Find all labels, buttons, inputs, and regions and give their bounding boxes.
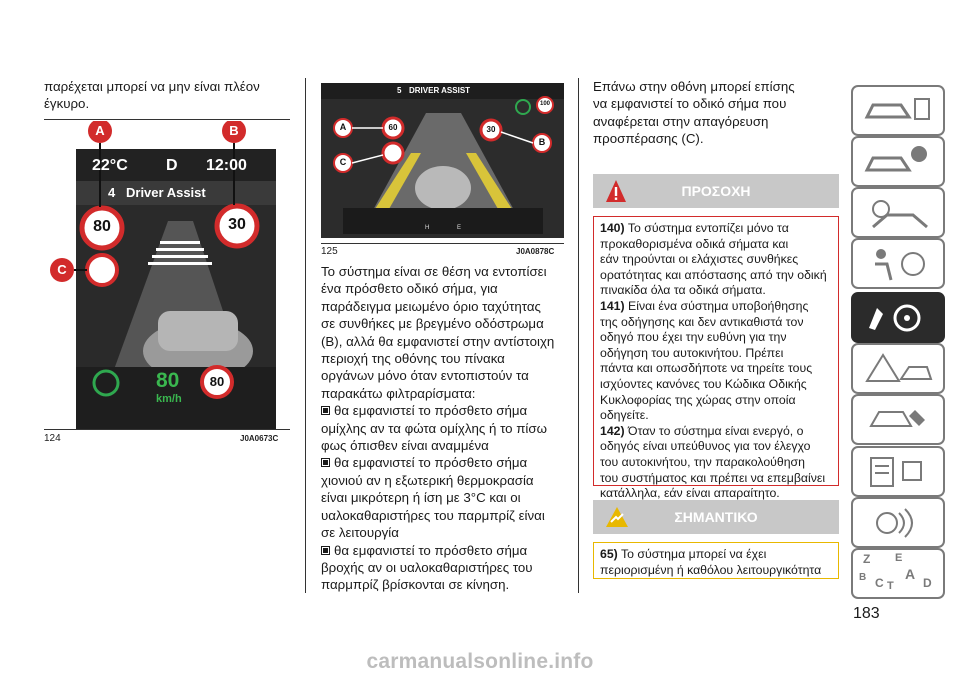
index-letter: Z [863, 552, 871, 566]
menu-title: DRIVER ASSIST [409, 86, 471, 95]
warning-text: Κυκλοφορίας της χώρας στην οποία [600, 392, 796, 407]
tab-technical-data[interactable] [851, 446, 945, 497]
bullet-text: σε λειτουργία [321, 525, 399, 541]
clock-readout: 12:00 [206, 157, 247, 174]
menu-number: 5 [397, 86, 402, 95]
warning-item [600, 299, 832, 315]
car-info-icon [853, 138, 943, 185]
warning-text: εάν τηρούνται οι ελάχιστες συνθήκες [600, 252, 799, 267]
bullet-text: υαλοκαθαριστήρες του παρμπρίζ είναι [321, 507, 545, 523]
warning-text: της οδήγησης και δεν αντικαθιστά τον [600, 314, 804, 329]
warning-text: ορατότητας και απόστασης από την οδική [600, 267, 827, 282]
sign-top: 100 [539, 101, 550, 107]
warning-text: Το σύστημα εντοπίζει μόνο τα [627, 221, 789, 235]
warning-text: πινακίδα όλα τα οδικά σήματα. [600, 283, 766, 298]
gauge-left-label: H [425, 225, 430, 231]
body-line: παράδειγμα μειωμένο όριο ταχύτητας [321, 298, 541, 314]
lights-icon [853, 189, 943, 236]
bullet-text: θα εμφανιστεί το πρόσθετο σήμα [334, 455, 528, 471]
warning-title: ΠΡΟΣΟΧΗ [681, 183, 751, 199]
index-letter: E [895, 552, 903, 564]
warning-item-number: 141) [600, 298, 625, 313]
warning-item [600, 221, 832, 237]
tab-index[interactable] [851, 548, 945, 599]
sign-speed-left: 80 [93, 218, 111, 235]
temperature-readout: 22°C [92, 157, 128, 174]
index-letter: D [923, 576, 932, 590]
bullet-text: θα εμφανιστεί το πρόσθετο σήμα [334, 542, 528, 558]
checkbox-bullet-icon [321, 406, 331, 416]
speed-unit: km/h [156, 393, 182, 405]
speed-sign-bottom: 80 [209, 374, 225, 389]
sign-speed-right: 30 [228, 216, 246, 233]
label-c: C [57, 262, 67, 277]
index-letter: B [859, 572, 867, 583]
warning-text: προκαθορισμένα οδικά σήματα και [600, 236, 789, 251]
maintenance-icon [853, 396, 943, 443]
bullet-text: θα εμφανιστεί το πρόσθετο σήμα [334, 403, 528, 419]
intro-line: παρέχεται μπορεί να μην είναι πλέον [44, 79, 260, 94]
bullet-text: χιονιού αν η εξωτερική θερμοκρασία [321, 472, 534, 488]
left-intro [44, 78, 294, 113]
caption-rule [44, 429, 290, 430]
figure-125-cluster [321, 83, 564, 238]
warning-text: οδήγηση του αυτοκινήτου. Πρέπει [600, 345, 784, 360]
important-item [600, 547, 832, 563]
body-line: ένα πρόσθετο οδικό σήμα, για [321, 281, 498, 297]
bullet-text: φως όπισθεν είναι αναμμένα [321, 438, 489, 454]
bullet-line [321, 454, 571, 471]
body-line: οργάνων μόνο όταν εντοπιστούν τα [321, 368, 529, 384]
bullet-text: παρμπρίζ βρίσκονται σε κίνηση. [321, 577, 510, 593]
bullet-text: είναι μικρότερη ή ίση με 3°C και οι [321, 490, 521, 506]
index-letter: C [875, 576, 884, 590]
speed-value: 80 [156, 369, 180, 392]
warning-text: Είναι ένα σύστημα υποβοήθησης [628, 298, 809, 313]
checkbox-bullet-icon [321, 458, 331, 468]
checklist-icon [853, 448, 943, 495]
warning-item-number: 142) [600, 423, 625, 438]
tab-info[interactable] [851, 136, 945, 187]
menu-title: Driver Assist [126, 185, 206, 200]
page-number: 183 [853, 605, 880, 622]
tab-dashboard[interactable] [851, 85, 945, 136]
body-line: περιοχή της οθόνης του πίνακα [321, 351, 505, 367]
warning-text: πάντα και οπωσδήποτε να τηρείτε τους [600, 361, 813, 376]
label-a: A [339, 122, 347, 132]
car-dashboard-icon [853, 87, 943, 134]
menu-number: 4 [108, 185, 116, 200]
warning-item [600, 424, 832, 440]
intro-line: έγκυρο. [44, 96, 90, 112]
caption-number: 125 [321, 246, 338, 257]
warning-text: του συστήματος και πρέπει να επεμβαίνει [600, 470, 826, 485]
bullet-line [321, 402, 571, 419]
tab-emergency[interactable] [851, 343, 945, 394]
warning-text: του αυτοκινήτου, την παρακολούθηση [600, 454, 805, 469]
caption-code: J0A0878C [516, 247, 555, 256]
index-letter: A [905, 566, 916, 582]
multimedia-icon [853, 499, 943, 546]
warning-text: οδηγό που έχει την ευθύνη για την [600, 330, 787, 345]
warning-text: Όταν το σύστημα είναι ενεργό, ο [628, 423, 804, 438]
warning-box [593, 216, 839, 501]
tab-safety[interactable] [851, 238, 945, 289]
figure-124-cluster [48, 121, 286, 429]
right-body-text [593, 78, 843, 148]
tab-driving[interactable] [851, 292, 945, 343]
body-line: Το σύστημα είναι σε θέση να εντοπίσει [321, 264, 547, 279]
warning-triangle-icon [853, 345, 943, 392]
warning-text: ισχύοντες κανόνες του Κώδικα Οδικής [600, 376, 807, 391]
label-c: C [339, 157, 347, 167]
sign-a: 60 [388, 123, 398, 132]
sign-b: 30 [486, 125, 496, 134]
checkbox-bullet-icon [321, 546, 331, 556]
label-b: B [538, 137, 546, 147]
caption-code: J0A0673C [240, 434, 279, 443]
tab-lights[interactable] [851, 187, 945, 238]
gauge-right-label: E [457, 225, 462, 231]
bullet-text: ομίχλης αν τα φώτα ομίχλης ή το πίσω [321, 420, 547, 436]
important-text: περιορισμένη ή καθόλου λειτουργικότητα [600, 562, 822, 577]
important-box [593, 542, 839, 579]
steering-wheel-icon [853, 294, 943, 341]
warning-text: οδηγός είναι υπεύθυνος για τον έλεγχο [600, 439, 811, 454]
warning-item-number: 140) [600, 221, 625, 235]
vertical-rule-left [305, 78, 306, 593]
column-rule [44, 119, 290, 120]
bullet-line [321, 542, 571, 559]
important-item-number: 65) [600, 547, 618, 561]
body-line: Επάνω στην οθόνη μπορεί επίσης [593, 79, 795, 94]
bullet-text: βροχής αν οι υαλοκαθαριστήρες του [321, 559, 533, 575]
tab-multimedia[interactable] [851, 497, 945, 548]
important-title: ΣΗΜΑΝΤΙΚΟ [674, 509, 758, 525]
label-b: B [229, 123, 239, 138]
cluster-display-graphic [321, 83, 564, 238]
body-line: (B), αλλά θα εμφανιστεί στην αντίστοιχη [321, 333, 555, 349]
vertical-rule-right [578, 78, 579, 593]
warning-header [593, 174, 839, 208]
body-line: αναφέρεται στην απαγόρευση [593, 113, 769, 129]
watermark: carmanualsonline.info [366, 650, 594, 673]
middle-body-text [321, 263, 571, 594]
important-text: Το σύστημα μπορεί να έχει [620, 547, 767, 561]
tab-maintenance[interactable] [851, 394, 945, 445]
label-a: A [95, 123, 105, 138]
body-line: να εμφανιστεί το οδικό σήμα που [593, 96, 787, 112]
caption-rule [321, 243, 564, 244]
body-line: προσπέρασης (C). [593, 131, 704, 147]
airbag-icon [853, 240, 943, 287]
warning-text: οδηγείτε. [600, 408, 649, 423]
body-line: σε συνθήκες με βρεγμένο οδόστρωμα [321, 316, 544, 332]
warning-text: κατάλληλα, εάν είναι απαραίτητο. [600, 486, 780, 501]
index-letter: T [887, 580, 894, 592]
gear-readout: D [166, 157, 178, 174]
body-line: παρακάτω φιλτραρίσματα: [321, 385, 476, 401]
important-header [593, 500, 839, 534]
caption-number: 124 [44, 433, 61, 444]
